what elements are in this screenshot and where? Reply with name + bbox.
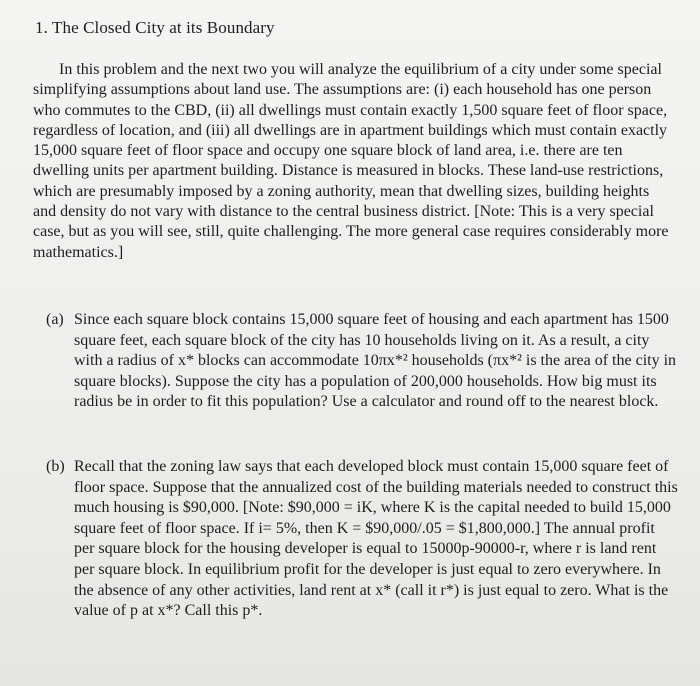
part-b-label: (b)	[46, 458, 65, 475]
part-b-text: Recall that the zoning law says that each developed block must contain 15,000 square feet of floor space. Suppose that the annualized cost of the building materials needed to construct this much housing is $90,000. [Note: $90,000 = iK, where K is the capital needed to build 15,000 square feet of floor space. If i= 5%, then K = $90,000/.05 = $1,800,000.] The annual profit per square block for the housing developer is equal to 15000p-90000-r, where r is land rent per square block. In equilibrium profit for the developer is just equal to zero everywhere. In the absence of any other activities, land rent at x* (call it r*) is just equal to zero. What is the value of p at x*? Call this p*.	[74, 458, 678, 620]
part-a-text: Since each square block contains 15,000 square feet of housing and each apartment has 1500 square feet, each square block of the city has 10 households living on it. As a result, a city with a radius of x* blocks can accommodate 10πx*² households (πx*² is the area of the city in square blocks). Suppose the city has a population of 200,000 households. How big must its radius be in order to fit this population? Use a calculator and round off to the nearest block.	[74, 311, 677, 411]
part-b	[46, 457, 678, 622]
part-a	[46, 310, 678, 413]
intro-paragraph: In this problem and the next two you will analyze the equilibrium of a city under some special simplifying assumptions about land use. The assumptions are: (i) each household has one person who commutes to the CBD, (ii) all dwellings must contain exactly 1,500 square feet of floor space, regardless of location, and (iii) all dwellings are in apartment buildings which must contain exactly 15,000 square feet of floor space and occupy one square block of land area, i.e. there are ten dwelling units per apartment building. Distance is measured in blocks. These land-use restrictions, which are presumably imposed by a zoning authority, mean that dwelling sizes, building heights and density do not vary with distance to the central business district. [Note: This is a very special case, but as you will see, still, quite challenging. The more general case requires considerably more mathematics.]	[33, 61, 669, 261]
part-a-label: (a)	[46, 311, 64, 328]
problem-heading: 1. The Closed City at its Boundary	[35, 18, 275, 37]
